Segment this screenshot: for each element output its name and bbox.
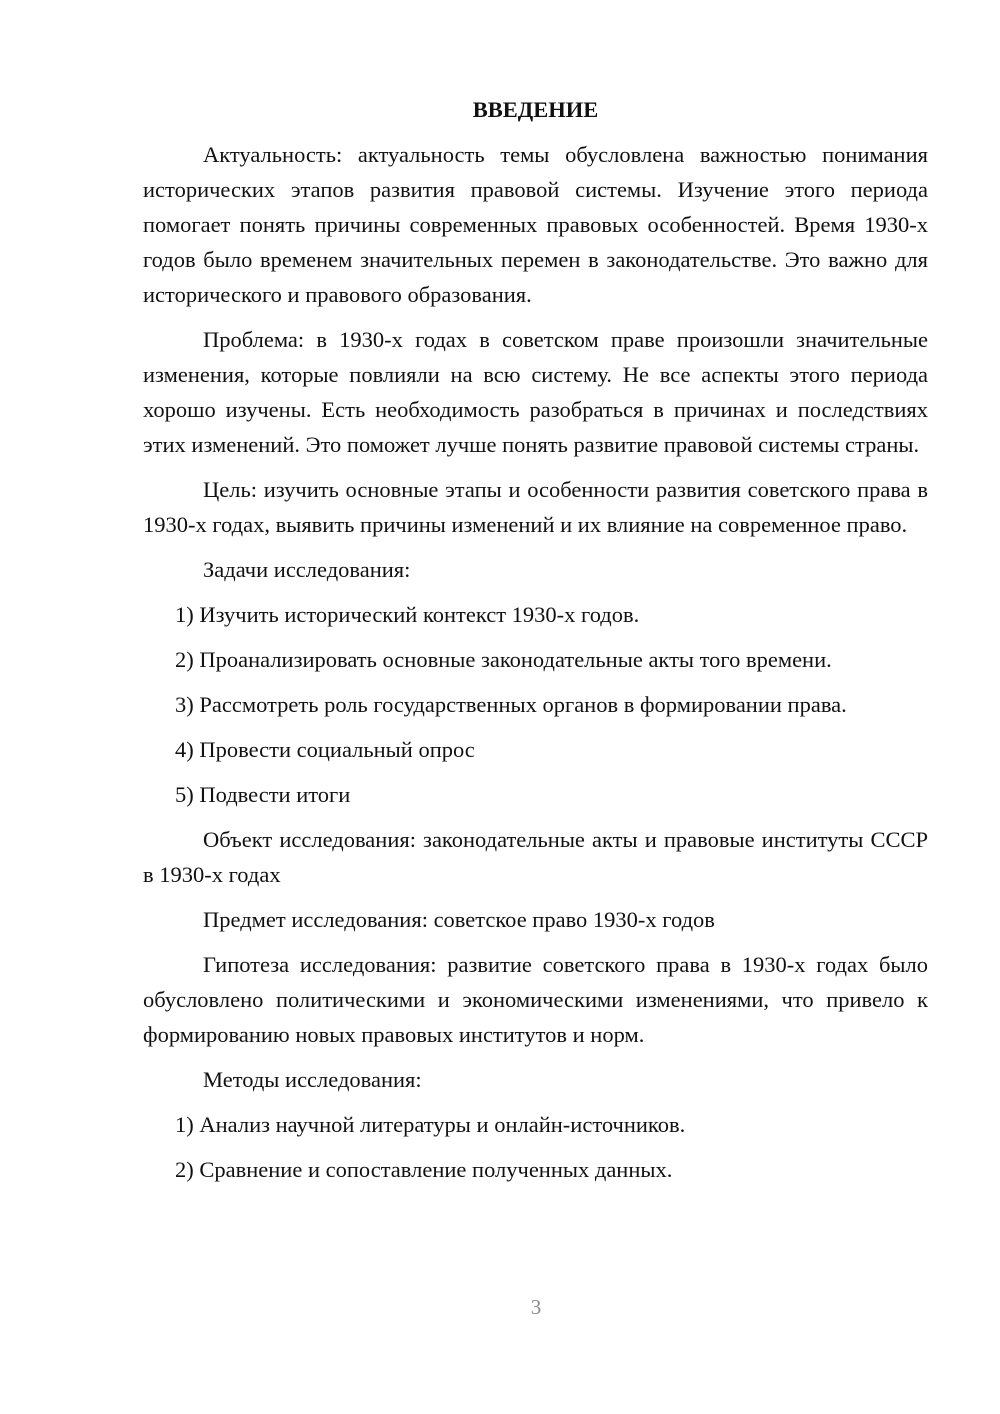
goal-paragraph: Цель: изучить основные этапы и особенности развития советского права в 1930-х годах, выявить причины изменений и их влияние на современное право. xyxy=(143,477,928,537)
task-item: 2) Проанализировать основные законодательные акты того времени. xyxy=(175,647,832,672)
task-item: 4) Провести социальный опрос xyxy=(175,737,475,762)
hypothesis-paragraph: Гипотеза исследования: развитие советского права в 1930-х годах было обусловлено политическими и экономическими изменениями, что привело к формированию новых правовых институтов и норм. xyxy=(143,952,928,1047)
methods-heading: Методы исследования: xyxy=(203,1067,422,1092)
section-title: ВВЕДЕНИЕ xyxy=(472,97,599,122)
method-item: 1) Анализ научной литературы и онлайн-источников. xyxy=(175,1112,686,1137)
object-paragraph: Объект исследования: законодательные акты и правовые институты СССР в 1930-х годах xyxy=(143,827,928,887)
page-content xyxy=(143,92,928,1197)
subject-paragraph: Предмет исследования: советское право 1930-х годов xyxy=(203,907,715,932)
task-item: 3) Рассмотреть роль государственных органов в формировании права. xyxy=(175,692,847,717)
problem-paragraph: Проблема: в 1930-х годах в советском праве произошли значительные изменения, которые повлияли на всю систему. Не все аспекты этого периода хорошо изучены. Есть необходимость разобраться в причинах и последствиях этих изменений. Это поможет лучше понять развитие правовой системы страны. xyxy=(143,327,928,457)
task-item: 1) Изучить исторический контекст 1930-х годов. xyxy=(175,602,640,627)
tasks-heading: Задачи исследования: xyxy=(203,557,411,582)
method-item: 2) Сравнение и сопоставление полученных данных. xyxy=(175,1157,673,1182)
page-number: 3 xyxy=(530,1295,542,1319)
task-item: 5) Подвести итоги xyxy=(175,782,351,807)
relevance-paragraph: Актуальность: актуальность темы обусловлена важностью понимания исторических этапов развития правовой системы. Изучение этого периода помогает понять причины современных правовых особенностей. Время 1930-х годов было временем значительных перемен в законодательстве. Это важно для исторического и правового образования. xyxy=(143,142,928,307)
